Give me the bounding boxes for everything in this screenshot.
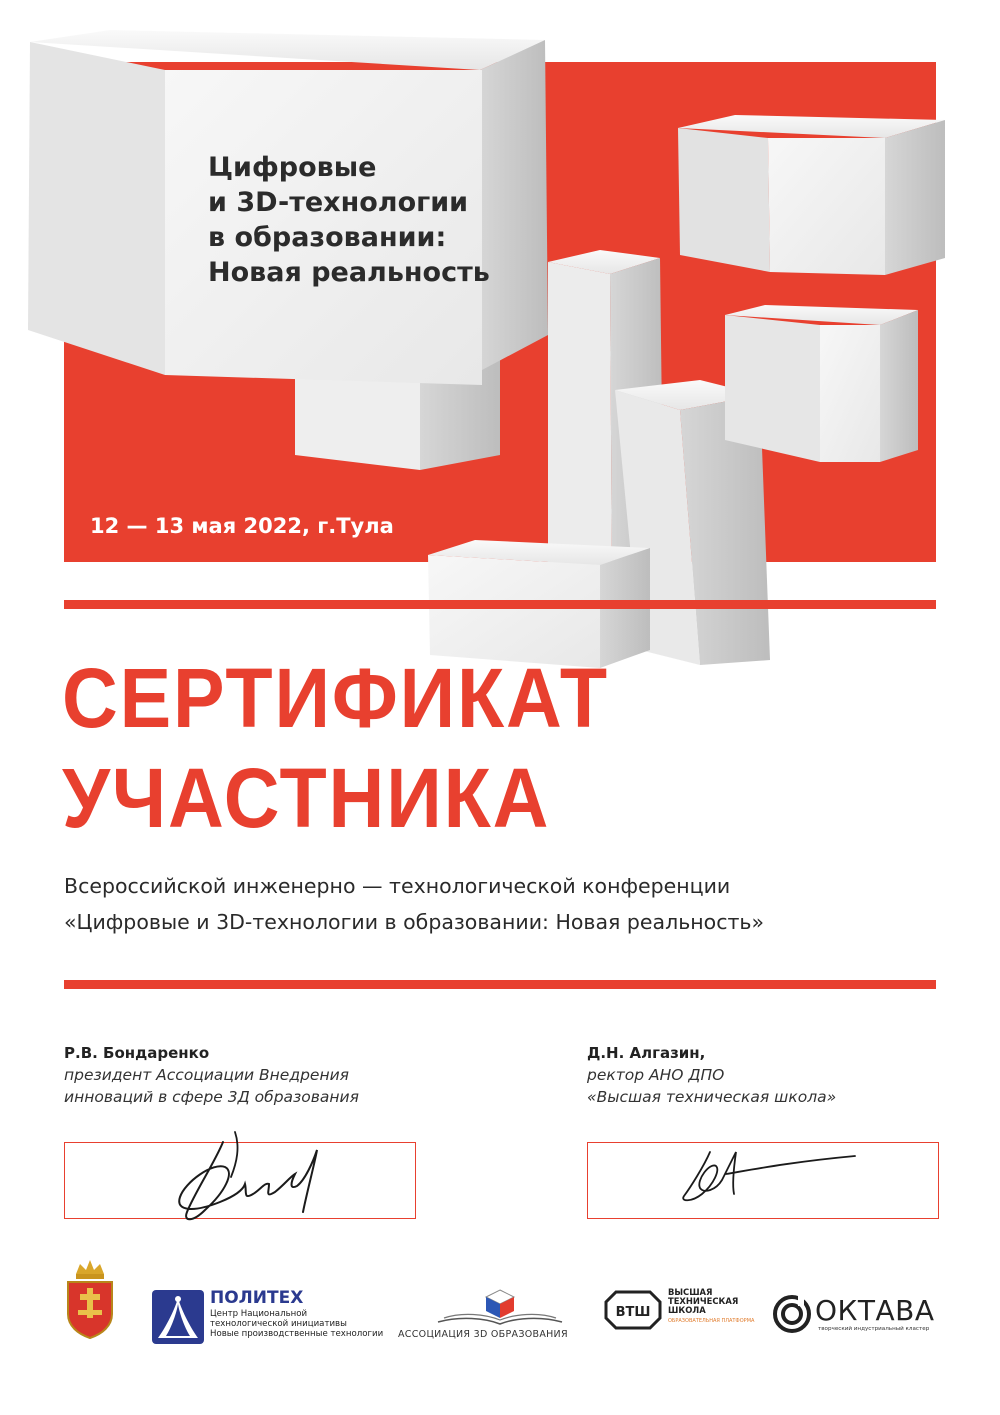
association-3d-name: АССОЦИАЦИЯ 3D ОБРАЗОВАНИЯ [398, 1329, 568, 1340]
oktava-name: ОКТАВА [815, 1294, 935, 1327]
signatory-left [64, 1042, 444, 1108]
signatory-name: Р.В. Бондаренко [64, 1044, 210, 1062]
vtsh-mark: ВТШ [615, 1305, 651, 1320]
divider-bottom [64, 980, 936, 989]
certificate-title [62, 648, 609, 848]
politech-name: ПОЛИТЕХ [210, 1288, 304, 1308]
certificate-title-line: УЧАСТНИКА [62, 751, 551, 845]
vtsh-line: ВЫСШАЯ [668, 1287, 713, 1297]
signatory-position-line: «Высшая техническая школа» [587, 1088, 837, 1106]
vtsh-line: ТЕХНИЧЕСКАЯ [668, 1296, 739, 1306]
politech-logo-icon [152, 1290, 204, 1344]
cube-top-right [678, 115, 945, 275]
event-title-line: Новая реальность [208, 257, 490, 288]
association-3d-logo-icon [430, 1286, 570, 1328]
event-title [208, 150, 528, 290]
oktava-subtitle: творческий индустриальный кластер [818, 1326, 930, 1332]
vtsh-name [668, 1288, 738, 1315]
certificate-title-line: СЕРТИФИКАТ [62, 651, 609, 745]
signatory-name: Д.Н. Алгазин, [587, 1044, 706, 1062]
conference-description [64, 868, 764, 940]
signatory-position-line: президент Ассоциации Внедрения [64, 1066, 349, 1084]
event-title-line: и 3D-технологии [208, 187, 469, 218]
oktava-logo-icon [772, 1294, 812, 1334]
vtsh-subtitle: ОБРАЗОВАТЕЛЬНАЯ ПЛАТФОРМА [668, 1318, 755, 1324]
3d-cubes-illustration [0, 0, 1000, 700]
signatory-position-line: инноваций в сфере 3Д образования [64, 1088, 359, 1106]
event-title-line: Цифровые [208, 152, 377, 183]
politech-line: Центр Национальной [210, 1309, 308, 1319]
vtsh-logo-icon [604, 1290, 662, 1330]
politech-line: Новые производственные технологии [210, 1329, 384, 1339]
coat-of-arms-icon [62, 1258, 118, 1340]
signatory-right [587, 1042, 967, 1108]
signatory-position-line: ректор АНО ДПО [587, 1066, 725, 1084]
divider-top [64, 600, 936, 609]
event-title-line: в образовании: [208, 222, 447, 253]
vtsh-line: ШКОЛА [668, 1305, 706, 1315]
cube-middle-right [725, 305, 918, 462]
signature-right [670, 1140, 870, 1210]
event-dates: 12 — 13 мая 2022, г.Тула [90, 514, 394, 538]
conference-line: «Цифровые и 3D-технологии в образовании: Новая реальность» [64, 910, 765, 934]
signature-left [165, 1122, 325, 1232]
conference-line: Всероссийской инженерно — технологической конференции [64, 874, 731, 898]
politech-subtitle [210, 1309, 383, 1339]
politech-line: технологической инициативы [210, 1319, 347, 1329]
